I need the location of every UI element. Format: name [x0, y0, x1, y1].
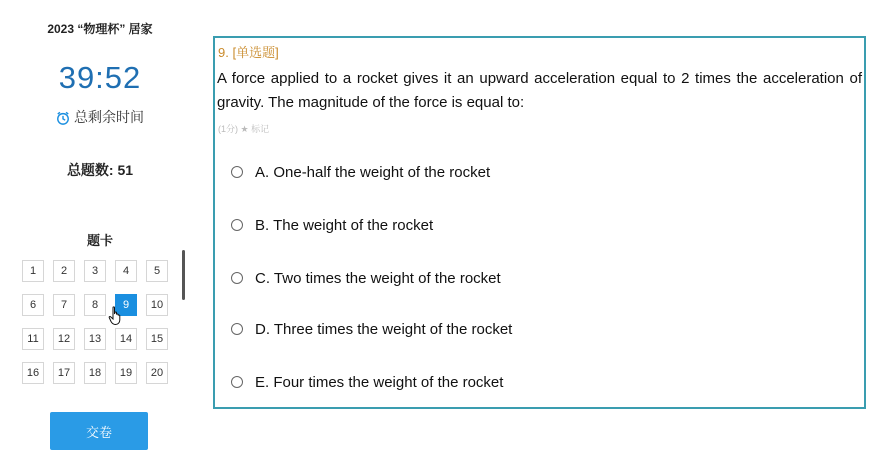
option-a-label: A. One-half the weight of the rocket	[255, 164, 491, 181]
alarm-clock-icon	[56, 111, 70, 125]
option-d-label: D. Three times the weight of the rocket	[255, 321, 513, 338]
question-cell-15[interactable]: 15	[146, 328, 168, 350]
option-e[interactable]	[231, 374, 503, 398]
question-grid-scrollbar[interactable]	[182, 250, 185, 300]
exam-title: 2023 “物理杯” 居家	[47, 22, 153, 36]
question-cell-16[interactable]: 16	[22, 362, 44, 384]
option-e-label: E. Four times the weight of the rocket	[255, 374, 504, 391]
question-cell-10[interactable]: 10	[146, 294, 168, 316]
radio-button-a[interactable]	[231, 166, 243, 178]
hand-pointer-icon	[108, 306, 124, 326]
radio-button-c[interactable]	[231, 272, 243, 284]
question-cell-2[interactable]: 2	[53, 260, 75, 282]
question-type-label: 9. [单选题]	[218, 45, 279, 60]
question-text: A force applied to a rocket gives it an upward acceleration equal to 2 times the acceleration of gravity. The magnitude of the force is equal to:	[217, 70, 862, 111]
question-cell-5[interactable]: 5	[146, 260, 168, 282]
question-cell-4[interactable]: 4	[115, 260, 137, 282]
question-cell-17[interactable]: 17	[53, 362, 75, 384]
question-cell-11[interactable]: 11	[22, 328, 44, 350]
option-c[interactable]	[231, 270, 501, 294]
timer-label-row	[0, 107, 200, 127]
submit-exam-button[interactable]: 交卷	[50, 412, 148, 450]
question-cell-18[interactable]: 18	[84, 362, 106, 384]
total-questions: 总题数: 51	[66, 162, 134, 178]
question-cell-13[interactable]: 13	[84, 328, 106, 350]
countdown-timer: 39:52	[58, 60, 142, 95]
radio-button-d[interactable]	[231, 323, 243, 335]
answer-card-title: 题卡	[86, 233, 113, 248]
question-cell-9-current[interactable]: 9	[115, 294, 137, 316]
timer-label: 总剩余时间	[74, 109, 144, 125]
sidebar	[0, 0, 200, 457]
question-cell-7[interactable]: 7	[53, 294, 75, 316]
question-meta: (1分) ★ 标记	[218, 124, 270, 134]
option-a[interactable]	[231, 164, 490, 188]
question-cell-6[interactable]: 6	[22, 294, 44, 316]
option-b-label: B. The weight of the rocket	[255, 217, 434, 234]
question-cell-8[interactable]: 8	[84, 294, 106, 316]
option-b[interactable]	[231, 217, 433, 241]
question-cell-12[interactable]: 12	[53, 328, 75, 350]
option-c-label: C. Two times the weight of the rocket	[255, 270, 501, 287]
question-panel	[213, 36, 866, 409]
question-cell-19[interactable]: 19	[115, 362, 137, 384]
question-cell-3[interactable]: 3	[84, 260, 106, 282]
radio-button-e[interactable]	[231, 376, 243, 388]
option-d[interactable]	[231, 321, 512, 345]
question-cell-14[interactable]: 14	[115, 328, 137, 350]
radio-button-b[interactable]	[231, 219, 243, 231]
question-cell-1[interactable]: 1	[22, 260, 44, 282]
question-cell-20[interactable]: 20	[146, 362, 168, 384]
